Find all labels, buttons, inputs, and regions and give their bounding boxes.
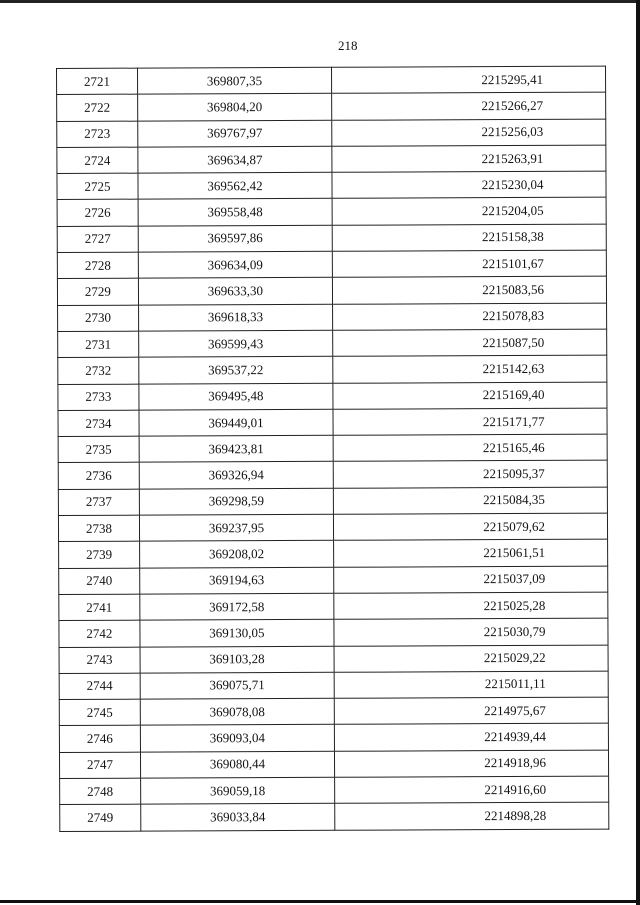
scan-edge-bottom [0, 900, 640, 903]
x-coordinate-cell: 369599,43 [139, 330, 333, 357]
point-number-cell: 2724 [57, 147, 138, 174]
point-number-cell: 2746 [59, 726, 140, 753]
table-row [58, 303, 607, 332]
coordinates-table [56, 66, 609, 832]
point-number-cell: 2722 [57, 94, 138, 121]
point-number-cell: 2747 [59, 752, 140, 779]
table-row [58, 408, 607, 437]
point-number-cell: 2733 [58, 384, 139, 411]
y-coordinate-cell: 2215095,37 [333, 461, 607, 488]
point-number-cell: 2744 [59, 673, 140, 700]
y-coordinate-cell: 2215061,51 [334, 539, 608, 566]
y-coordinate-cell: 2214918,96 [334, 750, 608, 777]
y-coordinate-cell: 2215030,79 [334, 618, 608, 645]
x-coordinate-cell: 369172,58 [140, 593, 334, 620]
coordinates-table-body [57, 66, 609, 831]
point-number-cell: 2741 [59, 594, 140, 621]
y-coordinate-cell: 2215078,83 [333, 303, 607, 330]
point-number-cell: 2743 [59, 647, 140, 674]
x-coordinate-cell: 369080,44 [140, 751, 334, 778]
table-row [57, 198, 606, 227]
x-coordinate-cell: 369326,94 [139, 462, 333, 489]
x-coordinate-cell: 369618,33 [138, 304, 332, 331]
table-row [59, 566, 608, 595]
table-row [60, 802, 609, 831]
point-number-cell: 2734 [58, 410, 139, 437]
x-coordinate-cell: 369059,18 [140, 777, 334, 804]
y-coordinate-cell: 2215295,41 [331, 66, 605, 93]
x-coordinate-cell: 369075,71 [140, 672, 334, 699]
y-coordinate-cell: 2215266,27 [332, 92, 606, 119]
table-row [57, 276, 606, 305]
y-coordinate-cell: 2215029,22 [334, 645, 608, 672]
point-number-cell: 2735 [58, 436, 139, 463]
table-row [58, 329, 607, 358]
y-coordinate-cell: 2214916,60 [335, 776, 609, 803]
y-coordinate-cell: 2215087,50 [333, 329, 607, 356]
table-row [58, 461, 607, 490]
point-number-cell: 2732 [58, 357, 139, 384]
y-coordinate-cell: 2215025,28 [334, 592, 608, 619]
point-number-cell: 2731 [58, 331, 139, 358]
table-row [57, 171, 606, 200]
table-row [59, 750, 608, 779]
point-number-cell: 2723 [57, 121, 138, 148]
table-row [59, 592, 608, 621]
y-coordinate-cell: 2214898,28 [335, 802, 609, 829]
x-coordinate-cell: 369807,35 [137, 67, 331, 94]
x-coordinate-cell: 369103,28 [140, 646, 334, 673]
y-coordinate-cell: 2215158,38 [332, 224, 606, 251]
y-coordinate-cell: 2215169,40 [333, 382, 607, 409]
page-number: 218 [338, 38, 358, 53]
y-coordinate-cell: 2214975,67 [334, 697, 608, 724]
table-row [58, 513, 607, 542]
y-coordinate-cell: 2215079,62 [333, 513, 607, 540]
x-coordinate-cell: 369298,59 [139, 488, 333, 515]
table-row [59, 724, 608, 753]
point-number-cell: 2740 [59, 568, 140, 595]
y-coordinate-cell: 2215165,46 [333, 434, 607, 461]
scan-edge-top [0, 0, 640, 3]
y-coordinate-cell: 2215230,04 [332, 171, 606, 198]
y-coordinate-cell: 2215037,09 [334, 566, 608, 593]
y-coordinate-cell: 2215084,35 [333, 487, 607, 514]
y-coordinate-cell: 2215142,63 [333, 355, 607, 382]
x-coordinate-cell: 369634,09 [138, 251, 332, 278]
table-row [57, 66, 606, 95]
x-coordinate-cell: 369537,22 [139, 357, 333, 384]
point-number-cell: 2727 [57, 226, 138, 253]
point-number-cell: 2737 [58, 489, 139, 516]
table-row [59, 618, 608, 647]
table-row [58, 382, 607, 411]
x-coordinate-cell: 369033,84 [141, 804, 335, 831]
x-coordinate-cell: 369078,08 [140, 698, 334, 725]
x-coordinate-cell: 369093,04 [140, 725, 334, 752]
x-coordinate-cell: 369634,87 [138, 146, 332, 173]
x-coordinate-cell: 369194,63 [140, 567, 334, 594]
y-coordinate-cell: 2215204,05 [332, 198, 606, 225]
point-number-cell: 2748 [60, 778, 141, 805]
point-number-cell: 2736 [58, 463, 139, 490]
x-coordinate-cell: 369558,48 [138, 199, 332, 226]
point-number-cell: 2721 [57, 68, 138, 95]
table-row [58, 434, 607, 463]
y-coordinate-cell: 2215171,77 [333, 408, 607, 435]
point-number-cell: 2742 [59, 620, 140, 647]
x-coordinate-cell: 369562,42 [138, 172, 332, 199]
x-coordinate-cell: 369767,97 [138, 120, 332, 147]
table-row [59, 645, 608, 674]
table-row [59, 539, 608, 568]
point-number-cell: 2725 [57, 173, 138, 200]
point-number-cell: 2749 [60, 804, 141, 831]
x-coordinate-cell: 369597,86 [138, 225, 332, 252]
x-coordinate-cell: 369130,05 [140, 620, 334, 647]
y-coordinate-cell: 2214939,44 [334, 724, 608, 751]
x-coordinate-cell: 369208,02 [139, 541, 333, 568]
table-row [57, 250, 606, 279]
point-number-cell: 2729 [57, 279, 138, 306]
table-row [58, 487, 607, 516]
table-row [57, 92, 606, 121]
y-coordinate-cell: 2215263,91 [332, 145, 606, 172]
scan-edge-right [636, 0, 640, 905]
table-row [57, 224, 606, 253]
x-coordinate-cell: 369423,81 [139, 435, 333, 462]
x-coordinate-cell: 369449,01 [139, 409, 333, 436]
x-coordinate-cell: 369633,30 [138, 278, 332, 305]
x-coordinate-cell: 369804,20 [137, 94, 331, 121]
table-row [60, 776, 609, 805]
point-number-cell: 2739 [59, 541, 140, 568]
table-row [59, 671, 608, 700]
point-number-cell: 2745 [59, 699, 140, 726]
point-number-cell: 2730 [58, 305, 139, 332]
table-row [58, 355, 607, 384]
point-number-cell: 2726 [57, 200, 138, 227]
x-coordinate-cell: 369495,48 [139, 383, 333, 410]
point-number-cell: 2728 [57, 252, 138, 279]
x-coordinate-cell: 369237,95 [139, 514, 333, 541]
table-row [57, 119, 606, 148]
point-number-cell: 2738 [58, 515, 139, 542]
table-row [57, 145, 606, 174]
y-coordinate-cell: 2215011,11 [334, 671, 608, 698]
y-coordinate-cell: 2215101,67 [332, 250, 606, 277]
y-coordinate-cell: 2215083,56 [332, 276, 606, 303]
table-row [59, 697, 608, 726]
y-coordinate-cell: 2215256,03 [332, 119, 606, 146]
